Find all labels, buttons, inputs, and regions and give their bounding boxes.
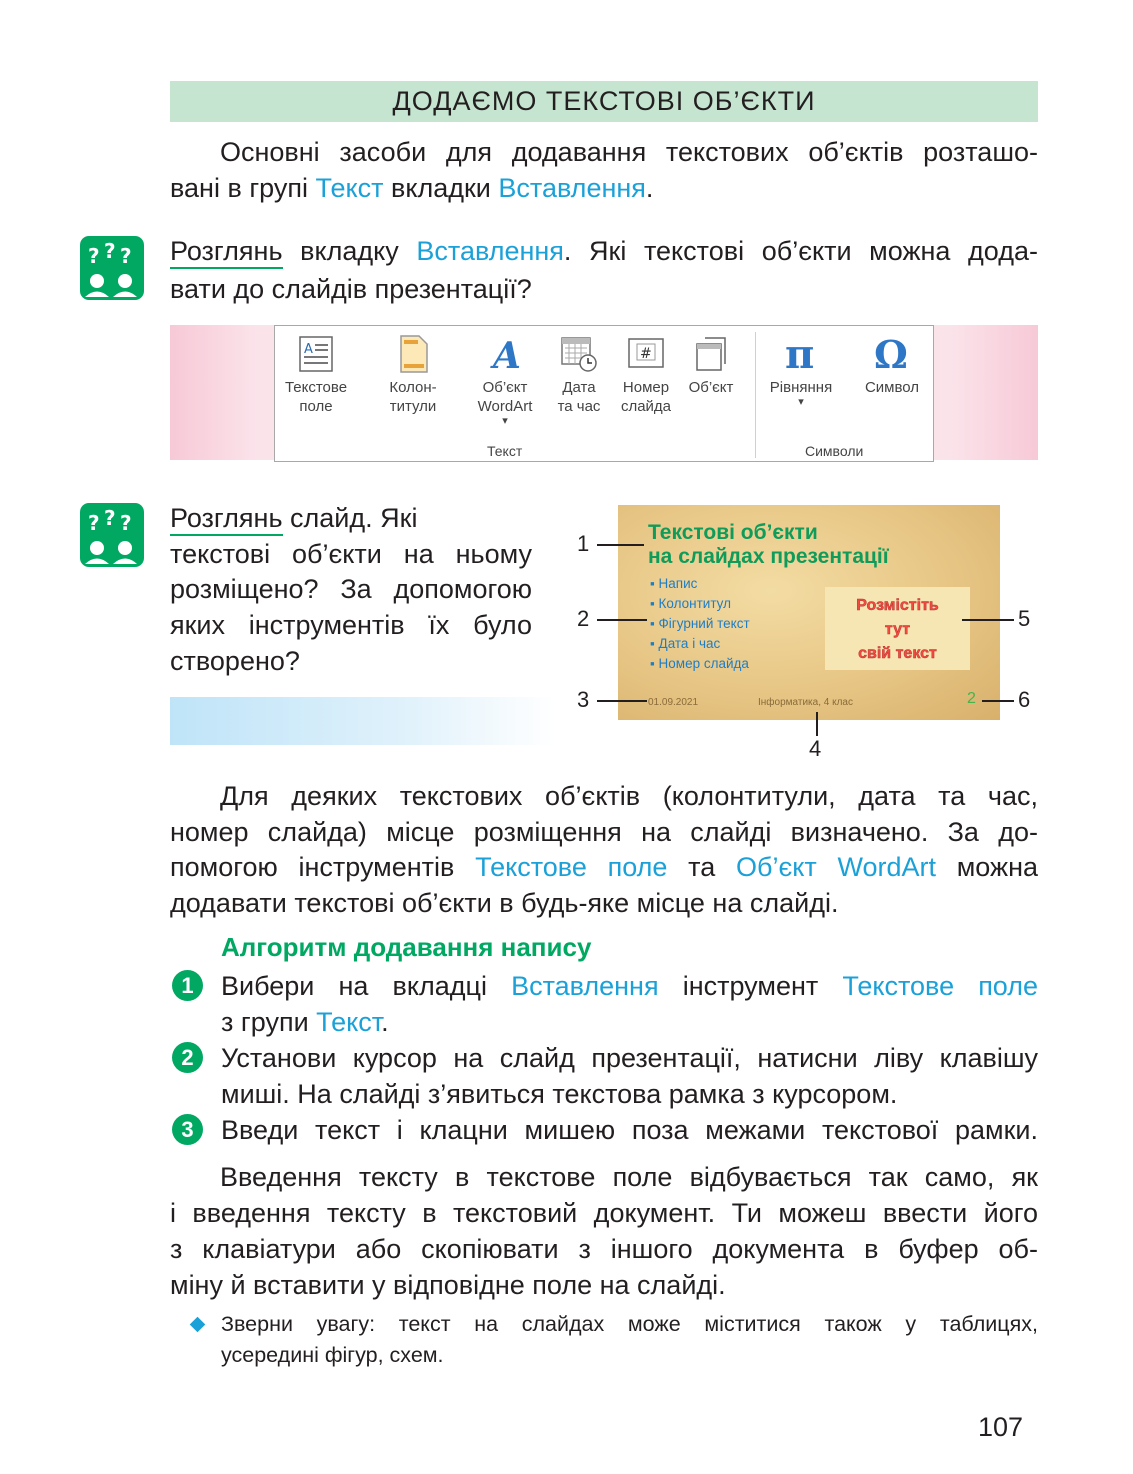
header-footer-tool[interactable]: Колон- титули: [378, 334, 448, 416]
callout-line: [597, 700, 647, 702]
step-number-3: 3: [172, 1114, 203, 1145]
wordart-tool[interactable]: A Об’єкт WordArt ▾: [468, 334, 542, 427]
callout-line: [597, 544, 644, 546]
link-text-group: Текст: [315, 173, 384, 203]
header-footer-icon: [393, 334, 433, 374]
step-2-line-1: Установи курсор на слайд презентації, натисни ліву клавішу: [221, 1043, 1038, 1073]
link-insert-tab: Вставлення: [511, 971, 659, 1001]
wordart-icon: [485, 334, 525, 374]
para3-line-1: Введення тексту в текстове поле відбувається так само, як: [220, 1162, 1038, 1192]
slide-bullet: ▪ Колонтитул: [650, 596, 732, 611]
para3-line-2: і введення тексту в текстовий документ. Ти можеш ввести його: [170, 1198, 1038, 1228]
date-time-icon: [559, 334, 599, 374]
callout-3: 3: [577, 687, 590, 712]
svg-text:?: ?: [88, 511, 100, 535]
svg-text:?: ?: [104, 506, 116, 530]
svg-text:Ω: Ω: [874, 334, 908, 374]
blue-band: [170, 697, 555, 745]
svg-text:π: π: [785, 334, 815, 374]
svg-text:#: #: [640, 346, 652, 362]
task1-line-1: Розглянь вкладку Вставлення. Які текстові об’єкти можна дода-: [170, 232, 1038, 270]
svg-text:A: A: [304, 342, 313, 357]
text-box-icon: [296, 334, 336, 374]
step-number-1: 1: [172, 970, 203, 1001]
link-text-box: Текстове поле: [842, 971, 1039, 1001]
task2-line-3: розміщено? За допомогою: [170, 574, 532, 604]
callout-2: 2: [577, 606, 590, 631]
callout-5: 5: [1018, 606, 1031, 631]
step-3-line-1: Введи текст і клацни мишею поза межами текстової рамки.: [221, 1115, 1038, 1145]
task-verb: Розглянь: [170, 503, 283, 536]
task2-line-5: створено?: [170, 646, 300, 676]
slide-bullet: ▪ Дата і час: [650, 636, 721, 651]
para2-line-1: Для деяких текстових об’єктів (колонтитули, дата та час,: [220, 781, 1038, 811]
slide-bullets: [650, 574, 750, 674]
step-number-2: 2: [172, 1042, 203, 1073]
svg-text:A: A: [493, 335, 521, 374]
task-verb: Розглянь: [170, 236, 283, 269]
para2-line-4: додавати текстові об’єкти в будь-яке місце на слайді.: [170, 888, 839, 918]
slide-title: Текстові об’єкти на слайдах презентації: [648, 521, 889, 568]
step-1-line-1: Вибери на вкладці Вставлення інструмент Текстове поле: [221, 971, 1039, 1001]
link-text-box: Текстове поле: [475, 852, 668, 882]
group-label-text: Текст: [487, 443, 523, 459]
question-kids-icon: [80, 236, 144, 300]
note-line-1: Зверни увагу: текст на слайдах може міститися також у таблицях,: [221, 1312, 1038, 1336]
dropdown-arrow-icon: ▾: [798, 396, 804, 408]
question-kids-icon: [80, 503, 144, 567]
svg-text:?: ?: [104, 239, 116, 263]
slide-number: 2: [967, 690, 976, 707]
callout-6: 6: [1018, 687, 1031, 712]
callout-line: [816, 712, 818, 736]
callout-1: 1: [577, 531, 590, 556]
diamond-bullet-icon: [190, 1317, 206, 1333]
svg-text:?: ?: [120, 244, 132, 268]
callout-4: 4: [809, 736, 822, 761]
group-separator: [755, 332, 756, 458]
slide-bullet: ▪ Фігурний текст: [650, 616, 750, 631]
slide-date: 01.09.2021: [648, 697, 699, 708]
link-text-group: Текст: [316, 1007, 382, 1037]
page-number: 107: [978, 1412, 1024, 1442]
link-wordart: Об’єкт WordArt: [736, 852, 936, 882]
group-label-symbols: Символи: [805, 443, 864, 459]
task2-line-2: текстові об’єкти на ньому: [170, 539, 532, 569]
section-title: ДОДАЄМО ТЕКСТОВІ ОБ’ЄКТИ: [392, 86, 816, 116]
slide-bullet: ▪ Напис: [650, 576, 698, 591]
slide-footer: Інформатика, 4 клас: [758, 697, 853, 708]
slide-number-icon: [626, 334, 666, 374]
slide-bullet: ▪ Номер слайда: [650, 656, 749, 671]
callout-line: [982, 700, 1014, 702]
svg-text:?: ?: [120, 511, 132, 535]
callout-line: [962, 619, 1014, 621]
object-icon: [691, 334, 731, 374]
step-2-line-2: миші. На слайді з’явиться текстова рамка з курсором.: [221, 1079, 898, 1109]
pi-icon: [779, 334, 823, 374]
slide-wordart-text: Розмістіть тут свій текст: [856, 597, 939, 662]
intro-line-2: вані в групі Текст вкладки Вставлення.: [170, 173, 654, 203]
intro-line-1: Основні засоби для додавання текстових об’єктів розташо-: [220, 137, 1038, 167]
symbol-tool[interactable]: Ω Символ: [864, 334, 920, 396]
para3-line-3: з клавіатури або скопіювати з іншого документа в буфер об-: [170, 1234, 1038, 1264]
task2-line-1: Розглянь слайд. Які: [170, 499, 532, 537]
link-insert-tab: Вставлення: [416, 236, 564, 266]
para3-line-4: міну й вставити у відповідне поле на слайді.: [170, 1270, 726, 1300]
object-tool[interactable]: Об’єкт: [679, 334, 743, 397]
task2-line-4: яких інструментів їх було: [170, 610, 532, 640]
insert-ribbon: [274, 325, 934, 462]
task1-line-2: вати до слайдів презентації?: [170, 274, 532, 304]
svg-text:?: ?: [88, 244, 100, 268]
algorithm-title: Алгоритм додавання напису: [221, 932, 592, 962]
para2-line-2: номер слайда) місце розміщення на слайді визначено. За до-: [170, 817, 1038, 847]
date-time-tool[interactable]: Дата та час: [551, 334, 607, 416]
slide-number-tool[interactable]: # Номер слайда: [615, 334, 677, 416]
equation-tool[interactable]: π Рівняння ▾: [759, 334, 843, 408]
dropdown-arrow-icon: ▾: [502, 415, 508, 427]
link-insert-tab: Вставлення: [498, 173, 646, 203]
callout-line: [597, 619, 647, 621]
note-line-2: усередині фігур, схем.: [221, 1343, 444, 1367]
para2-line-3: помогою інструментів Текстове поле та Об’єкт WordArt можна: [170, 852, 1039, 882]
omega-icon: [870, 334, 914, 374]
text-box-tool[interactable]: A Текстове поле: [277, 334, 355, 416]
step-1-line-2: з групи Текст.: [221, 1007, 389, 1037]
